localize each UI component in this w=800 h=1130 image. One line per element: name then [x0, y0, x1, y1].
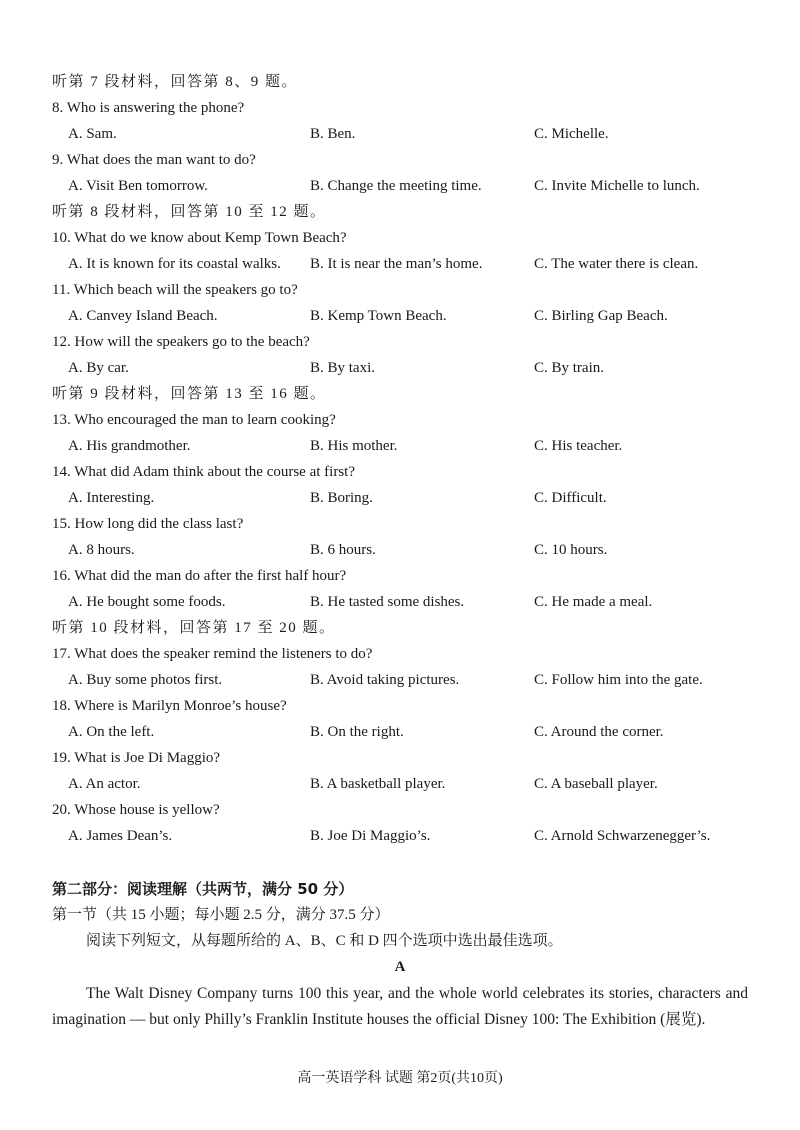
options-row [0, 589, 800, 615]
option-b: B. 6 hours. [310, 542, 376, 558]
option-c: C. He made a meal. [534, 594, 653, 610]
options-row [0, 485, 800, 511]
question-text: 12. How will the speakers go to the beach? [52, 334, 310, 350]
question-text: 16. What did the man do after the first half hour? [52, 568, 347, 584]
option-b: B. He tasted some dishes. [310, 594, 465, 610]
options-row [0, 719, 800, 745]
question-row [0, 563, 800, 589]
reading-instruction: 阅读下列短文，从每题所给的 A、B、C 和 D 四个选项中选出最佳选项。 [86, 933, 563, 949]
option-a: A. An actor. [68, 776, 141, 792]
question-text: 14. What did Adam think about the course at first? [52, 464, 355, 480]
section-heading-text: 听第 7 段材料，回答第 8、9 题。 [52, 74, 299, 90]
question-row [0, 511, 800, 537]
question-row [0, 641, 800, 667]
option-b: B. Boring. [310, 490, 373, 506]
option-b: B. It is near the man’s home. [310, 256, 483, 272]
question-text: 19. What is Joe Di Maggio? [52, 750, 221, 766]
section-heading-text: 听第 9 段材料，回答第 13 至 16 题。 [52, 386, 327, 402]
option-a: A. James Dean’s. [68, 828, 173, 844]
option-b: B. Avoid taking pictures. [310, 672, 460, 688]
option-b: B. Ben. [310, 126, 356, 142]
question-text: 15. How long did the class last? [52, 516, 244, 532]
options-row [0, 173, 800, 199]
options-row [0, 251, 800, 277]
question-row [0, 147, 800, 173]
options-row [0, 823, 800, 849]
option-b: B. On the right. [310, 724, 404, 740]
option-c: C. His teacher. [534, 438, 623, 454]
option-c: C. 10 hours. [534, 542, 608, 558]
option-c: C. Around the corner. [534, 724, 664, 740]
section-heading [0, 199, 800, 225]
section-heading [0, 381, 800, 407]
section-heading-text: 听第 8 段材料，回答第 10 至 12 题。 [52, 204, 327, 220]
question-text: 20. Whose house is yellow? [52, 802, 220, 818]
question-text: 13. Who encouraged the man to learn cooking? [52, 412, 336, 428]
option-b: B. A basketball player. [310, 776, 446, 792]
option-a: A. On the left. [68, 724, 155, 740]
section-heading-text: 听第 10 段材料，回答第 17 至 20 题。 [52, 620, 336, 636]
options-row [0, 433, 800, 459]
option-a: A. It is known for its coastal walks. [68, 256, 281, 272]
section-heading [0, 69, 800, 95]
option-b: B. His mother. [310, 438, 398, 454]
question-row [0, 407, 800, 433]
page-footer: 高一英语学科 试题 第2页(共10页) [297, 1071, 503, 1086]
question-row [0, 693, 800, 719]
option-a: A. Visit Ben tomorrow. [68, 178, 208, 194]
question-text: 11. Which beach will the speakers go to? [52, 282, 298, 298]
option-c: C. Michelle. [534, 126, 609, 142]
options-row [0, 121, 800, 147]
passage-label: A [394, 959, 406, 975]
options-row [0, 303, 800, 329]
option-c: C. A baseball player. [534, 776, 658, 792]
option-b: B. Kemp Town Beach. [310, 308, 447, 324]
question-text: 9. What does the man want to do? [52, 152, 256, 168]
question-row [0, 225, 800, 251]
question-text: 10. What do we know about Kemp Town Beach? [52, 230, 347, 246]
option-a: A. Sam. [68, 126, 117, 142]
section-one-title: 第一节（共 15 小题；每小题 2.5 分，满分 37.5 分） [52, 907, 390, 923]
option-a: A. Buy some photos first. [68, 672, 223, 688]
question-text: 18. Where is Marilyn Monroe’s house? [52, 698, 287, 714]
options-row [0, 355, 800, 381]
option-b: B. Joe Di Maggio’s. [310, 828, 431, 844]
question-row [0, 745, 800, 771]
question-row [0, 329, 800, 355]
option-c: C. Invite Michelle to lunch. [534, 178, 700, 194]
options-row [0, 771, 800, 797]
option-c: C. Birling Gap Beach. [534, 308, 668, 324]
option-a: A. He bought some foods. [68, 594, 226, 610]
option-a: A. Canvey Island Beach. [68, 308, 218, 324]
option-c: C. By train. [534, 360, 604, 376]
options-row [0, 537, 800, 563]
option-c: C. The water there is clean. [534, 256, 699, 272]
part-two-title: 第二部分：阅读理解（共两节，满分 50 分） [52, 880, 354, 898]
question-text: 8. Who is answering the phone? [52, 100, 245, 116]
section-heading [0, 615, 800, 641]
question-row [0, 797, 800, 823]
passage-paragraph: The Walt Disney Company turns 100 this year, and the whole world celebrates its stories, characters and imagination — but only Philly’s Franklin Institute houses the official Disney 100: The Exhibition (展览). [52, 985, 748, 1028]
question-row [0, 459, 800, 485]
options-row [0, 667, 800, 693]
option-a: A. 8 hours. [68, 542, 135, 558]
question-text: 17. What does the speaker remind the listeners to do? [52, 646, 373, 662]
option-a: A. His grandmother. [68, 438, 191, 454]
option-b: B. By taxi. [310, 360, 376, 376]
option-c: C. Arnold Schwarzenegger’s. [534, 828, 711, 844]
option-a: A. By car. [68, 360, 129, 376]
option-c: C. Difficult. [534, 490, 607, 506]
question-row [0, 95, 800, 121]
question-row [0, 277, 800, 303]
option-c: C. Follow him into the gate. [534, 672, 703, 688]
option-a: A. Interesting. [68, 490, 155, 506]
option-b: B. Change the meeting time. [310, 178, 482, 194]
